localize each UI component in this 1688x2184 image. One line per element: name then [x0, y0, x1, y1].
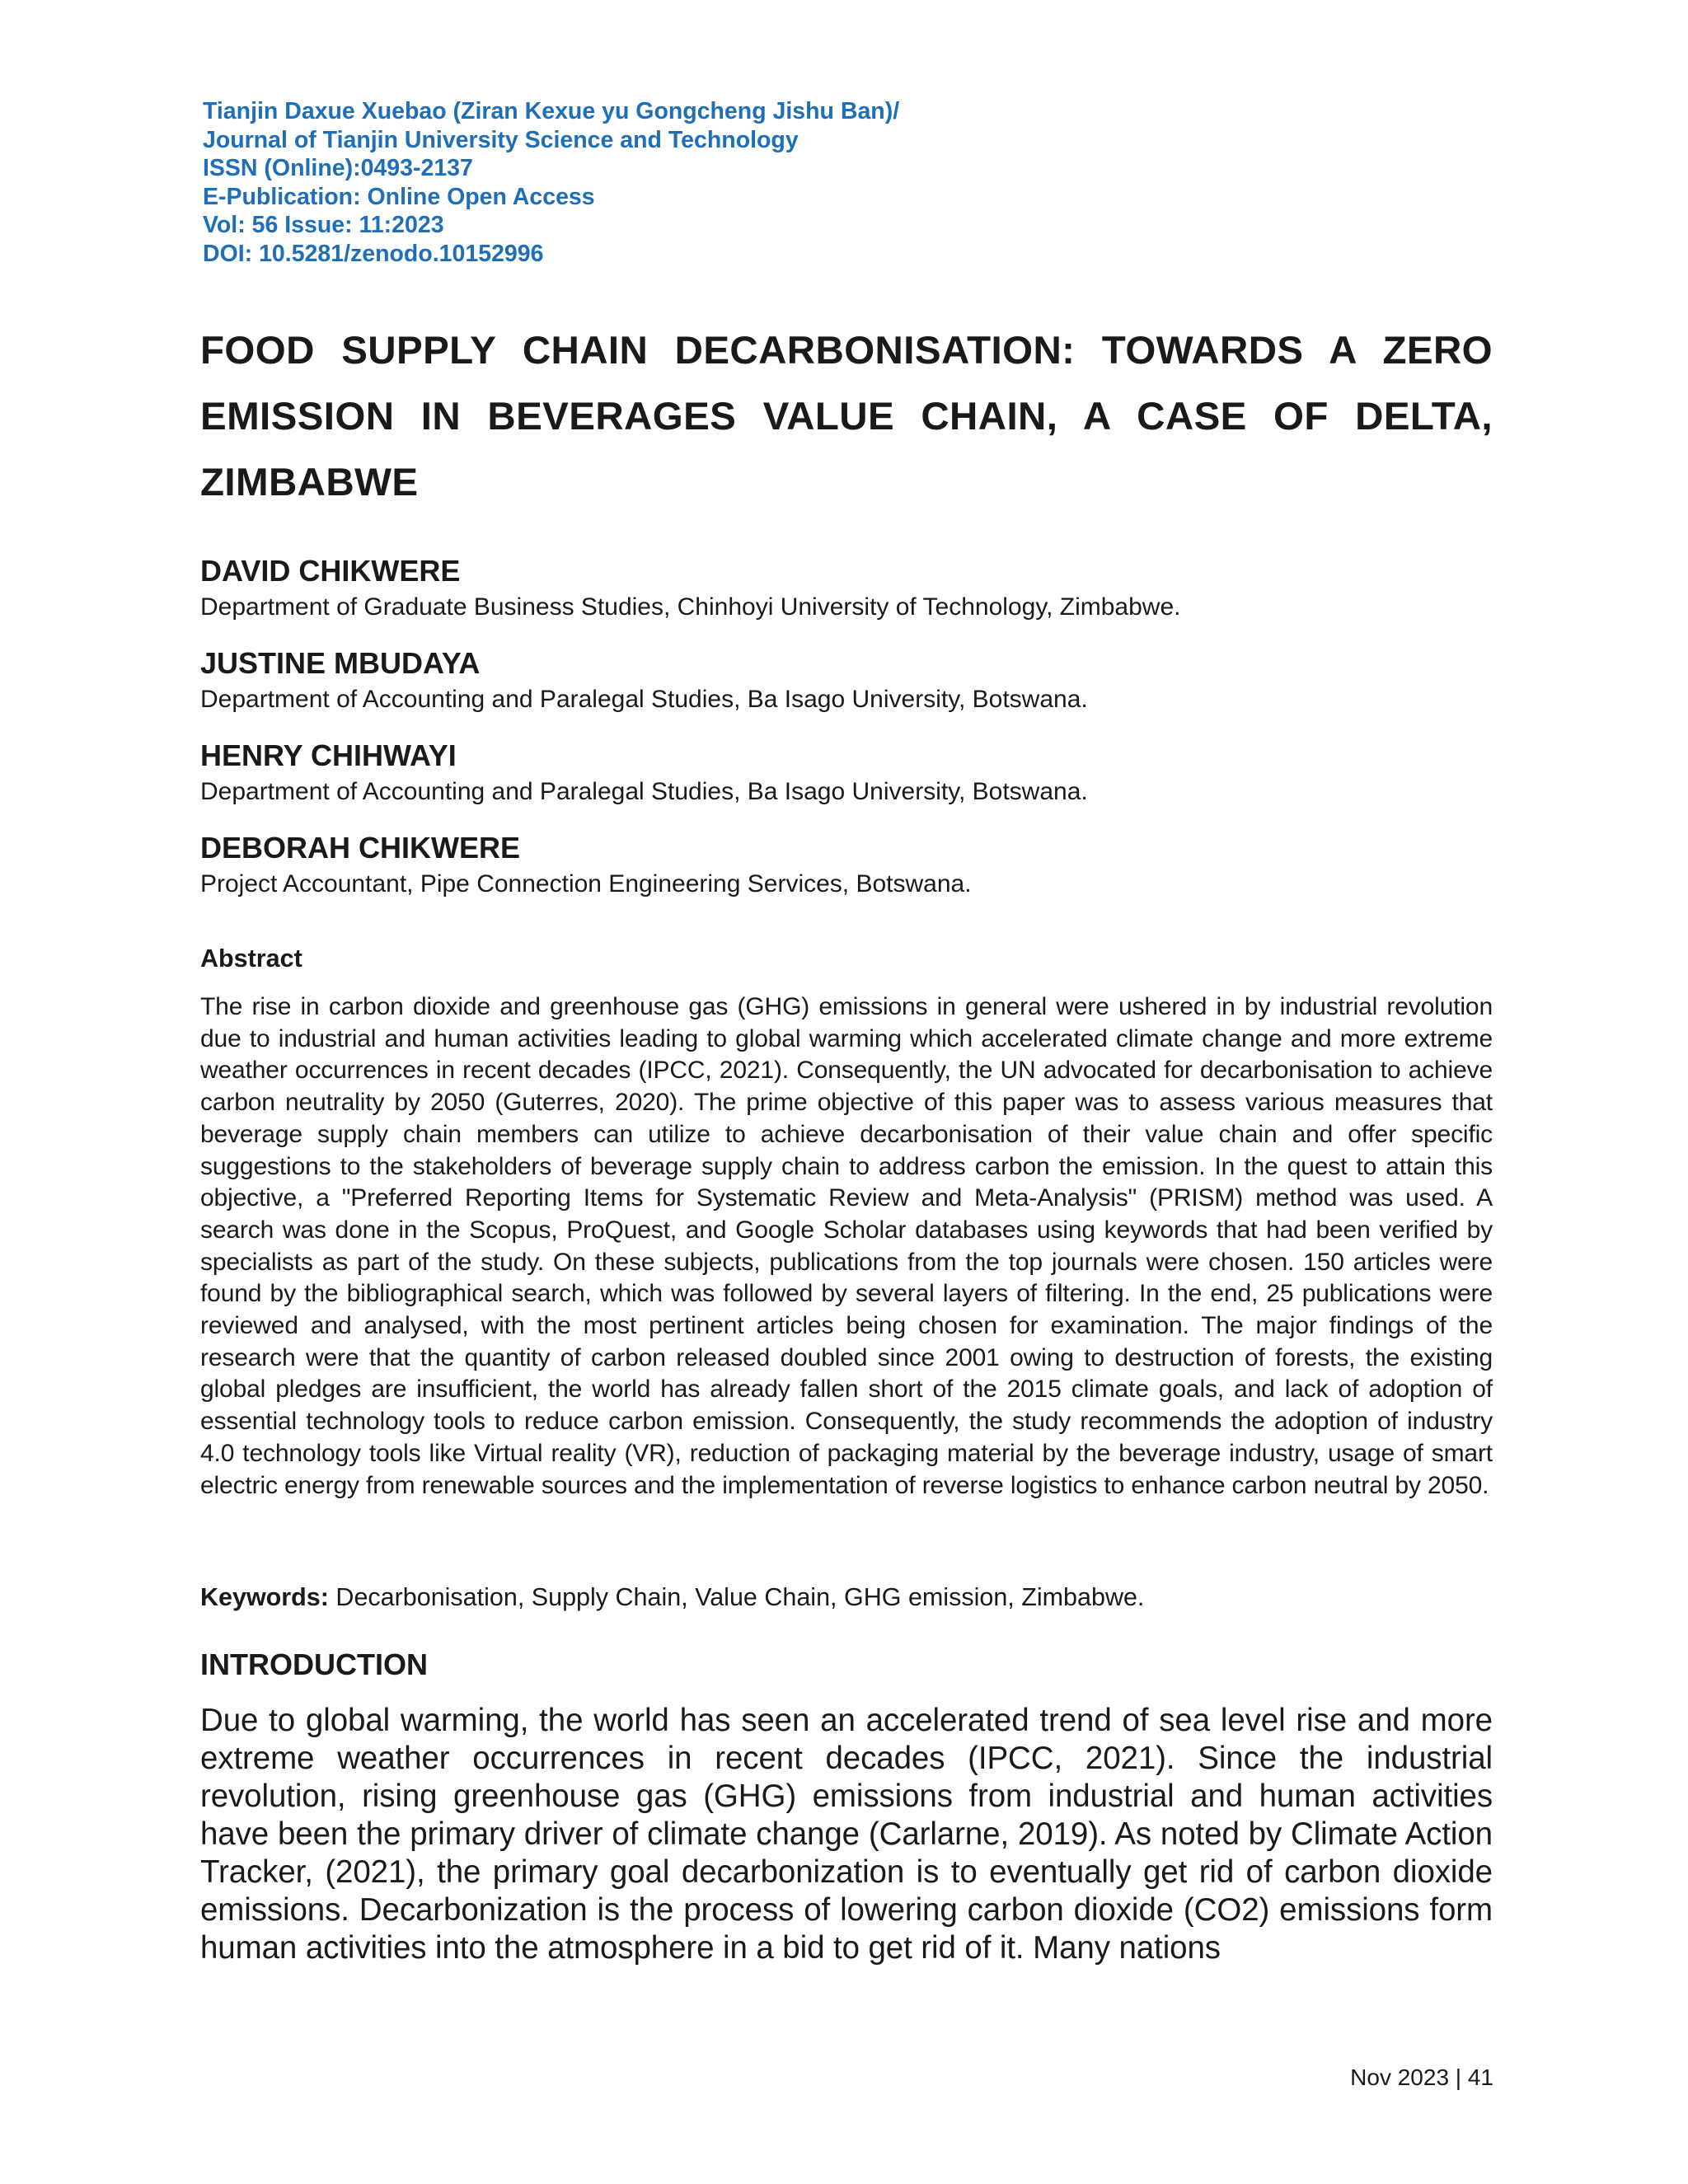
journal-publication: E-Publication: Online Open Access [203, 183, 595, 210]
author-block [200, 551, 1503, 643]
keywords-label: Keywords: [200, 1583, 329, 1611]
journal-issn: ISSN (Online):0493-2137 [203, 155, 473, 181]
page-footer: Nov 2023 | 41 [1350, 2064, 1493, 2090]
paper-title [200, 318, 1493, 516]
abstract-heading: Abstract [200, 944, 302, 972]
journal-title-chinese: Tianjin Daxue Xuebao (Ziran Kexue yu Gongcheng Jishu Ban)/ [203, 98, 900, 124]
author-block [200, 735, 1503, 827]
journal-header [203, 97, 1192, 268]
author-name: DEBORAH CHIKWERE [200, 831, 521, 865]
author-affiliation: Project Accountant, Pipe Connection Engineering Services, Botswana. [200, 870, 972, 898]
author-affiliation: Department of Graduate Business Studies, Chinhoyi University of Technology, Zimbabwe. [200, 593, 1181, 621]
keywords-line [200, 1581, 1493, 1614]
keywords-text: Decarbonisation, Supply Chain, Value Chain, GHG emission, Zimbabwe. [328, 1583, 1145, 1611]
author-name: JUSTINE MBUDAYA [200, 646, 481, 680]
author-block [200, 643, 1503, 735]
author-name: HENRY CHIHWAYI [200, 738, 457, 772]
paper-title-line-1: FOOD SUPPLY CHAIN DECARBONISATION: TOWARDS A ZERO [200, 329, 1493, 373]
journal-volume: Vol: 56 Issue: 11:2023 [203, 212, 444, 238]
paper-title-line-2: EMISSION IN BEVERAGES VALUE CHAIN, A CASE OF DELTA, [200, 395, 1493, 438]
journal-doi: DOI: 10.5281/zenodo.10152996 [203, 240, 544, 267]
paper-title-line-3: ZIMBABWE [200, 461, 419, 504]
author-name: DAVID CHIKWERE [200, 554, 461, 588]
introduction-body: Due to global warming, the world has seen an accelerated trend of sea level rise and more extreme weather occurrences in recent decades (IPCC, 2021). Since the industrial revolution, rising greenhouse gas (GHG) emissions from industrial and human activities have been the primary driver of climate change (Carlarne, 2019). As noted by Climate Action Tracker, (2021), the primary goal decarbonization is to eventually get rid of carbon dioxide emissions. Decarbonization is the process of lowering carbon dioxide (CO2) emissions form human activities into the atmosphere in a bid to get rid of it. Many nations [200, 1703, 1493, 1966]
abstract-body: The rise in carbon dioxide and greenhouse gas (GHG) emissions in general were ushered in by industrial revolution due to industrial and human activities leading to global warming which accelerated climate change and more extreme weather occurrences in recent decades (IPCC, 2021). Consequently, the UN advocated for decarbonisation to achieve carbon neutrality by 2050 (Guterres, 2020). The prime objective of this paper was to assess various measures that beverage supply chain members can utilize to achieve decarbonisation of their value chain and offer specific suggestions to the stakeholders of beverage supply chain to address carbon the emission. In the quest to attain this objective, a "Preferred Reporting Items for Systematic Review and Meta-Analysis" (PRISM) method was used. A search was done in the Scopus, ProQuest, and Google Scholar databases using keywords that had been verified by specialists as part of the study. On these subjects, publications from the top journals were chosen. 150 articles were found by the bibliographical search, which was followed by several layers of filtering. In the end, 25 publications were reviewed and analysed, with the most pertinent articles being chosen for examination. The major findings of the research were that the quantity of carbon released doubled since 2001 owing to destruction of forests, the existing global pledges are insufficient, the world has already fallen short of the 2015 climate goals, and lack of adoption of essential technology tools to reduce carbon emission. Consequently, the study recommends the adoption of industry 4.0 technology tools like Virtual reality (VR), reduction of packaging material by the beverage industry, usage of smart electric energy from renewable sources and the implementation of reverse logistics to enhance carbon neutral by 2050. [200, 993, 1493, 1499]
author-list [200, 551, 1503, 920]
author-affiliation: Department of Accounting and Paralegal Studies, Ba Isago University, Botswana. [200, 778, 1088, 805]
introduction-heading: INTRODUCTION [200, 1647, 428, 1681]
author-affiliation: Department of Accounting and Paralegal Studies, Ba Isago University, Botswana. [200, 686, 1088, 713]
author-block [200, 827, 1503, 920]
journal-title-english: Journal of Tianjin University Science and Technology [203, 126, 799, 153]
